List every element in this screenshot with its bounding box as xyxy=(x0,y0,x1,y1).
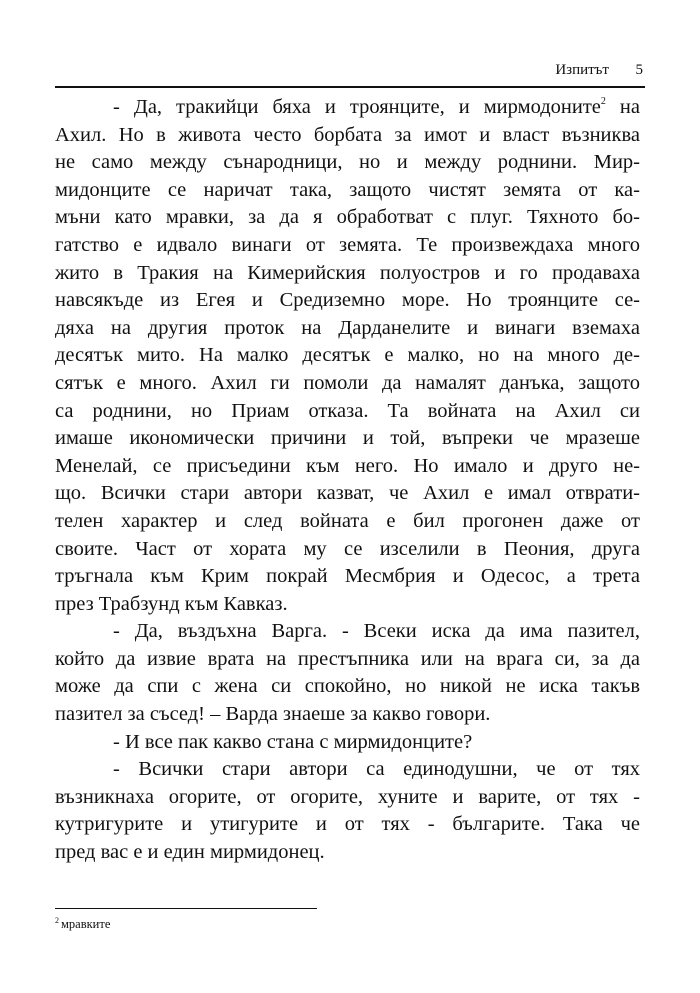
text-line: Ахил. Но в живота често борбата за имот и власт възниква xyxy=(55,123,640,146)
text-line: сятък е много. Ахил ги помоли да намалят данъка, защото xyxy=(55,371,640,394)
text-line: имаше икономически причини и той, въпреки че мразеше xyxy=(55,427,640,450)
text-line: тръгнала към Крим покрай Месмбрия и Одесос, а трета xyxy=(55,565,640,588)
text-line: може да спи с жена си спокойно, но никой не иска такъв xyxy=(55,675,640,698)
text-line: възникнаха огорите, от огорите, хуните и варите, от тях - xyxy=(55,785,640,808)
footnote-text: мравките xyxy=(61,917,111,931)
text-line: десятък мито. На малко десятък е малко, но на много де- xyxy=(55,344,640,367)
text-line: пред вас е и един мирмидонец. xyxy=(55,841,325,864)
text-line: Менелай, се присъедини към него. Но имало и друго не- xyxy=(55,454,640,477)
footnote-number: 2 xyxy=(55,916,59,925)
text-line: телен характер и след войната е бил прогонен даже от xyxy=(55,509,640,532)
text-line xyxy=(55,94,640,122)
text-line: кутригурите и утигурите и от тях - българите. Така че xyxy=(55,813,640,836)
footnote-divider xyxy=(55,908,317,909)
text-line: - И все пак какво стана с мирмидонците? xyxy=(113,730,473,753)
text-line: - Всички стари автори са единодушни, че от тях xyxy=(113,758,640,781)
text-line: който да извие врата на престъпника или на врага си, за да xyxy=(55,647,640,670)
running-title: Изпитът xyxy=(555,62,609,78)
text-line: гатство е идвало винаги от земята. Те произвеждаха много xyxy=(55,233,640,256)
footnote xyxy=(55,917,110,932)
text-line: през Трабзунд към Кавказ. xyxy=(55,592,288,615)
text-line: мидонците се наричат така, защото чистят земята от ка- xyxy=(55,178,640,201)
body-text xyxy=(55,94,640,867)
text-line: пазител за съсед! – Варда знаеше за какво говори. xyxy=(55,703,491,726)
text-line: не само между сънародници, но и между роднини. Мир- xyxy=(55,151,640,174)
text-line: - Да, въздъхна Варга. - Всеки иска да има пазител, xyxy=(113,620,640,643)
text-line: що. Всички стари автори казват, че Ахил е имал отврати- xyxy=(55,482,640,505)
text-line: своите. Част от хората му се изселили в Пеония, друга xyxy=(55,537,640,560)
running-head xyxy=(55,60,645,88)
text-line: са роднини, но Приам отказа. Та войната на Ахил си xyxy=(55,399,640,422)
text-segment: на xyxy=(605,96,640,118)
text-line: жито в Тракия на Кимерийския полуостров и го продаваха xyxy=(55,261,640,284)
page-number: 5 xyxy=(635,62,643,78)
footnote-reference[interactable]: 2 xyxy=(600,96,606,107)
text-line: мъни като мравки, за да я обработват с плуг. Тяхното бо- xyxy=(55,206,640,229)
text-segment: - Да, тракийци бяха и троянците, и мирмодоните xyxy=(113,96,601,118)
text-line: навсякъде из Егея и Средиземно море. Но троянците се- xyxy=(55,289,640,312)
text-line: дяха на другия проток на Дарданелите и винаги вземаха xyxy=(55,316,640,339)
